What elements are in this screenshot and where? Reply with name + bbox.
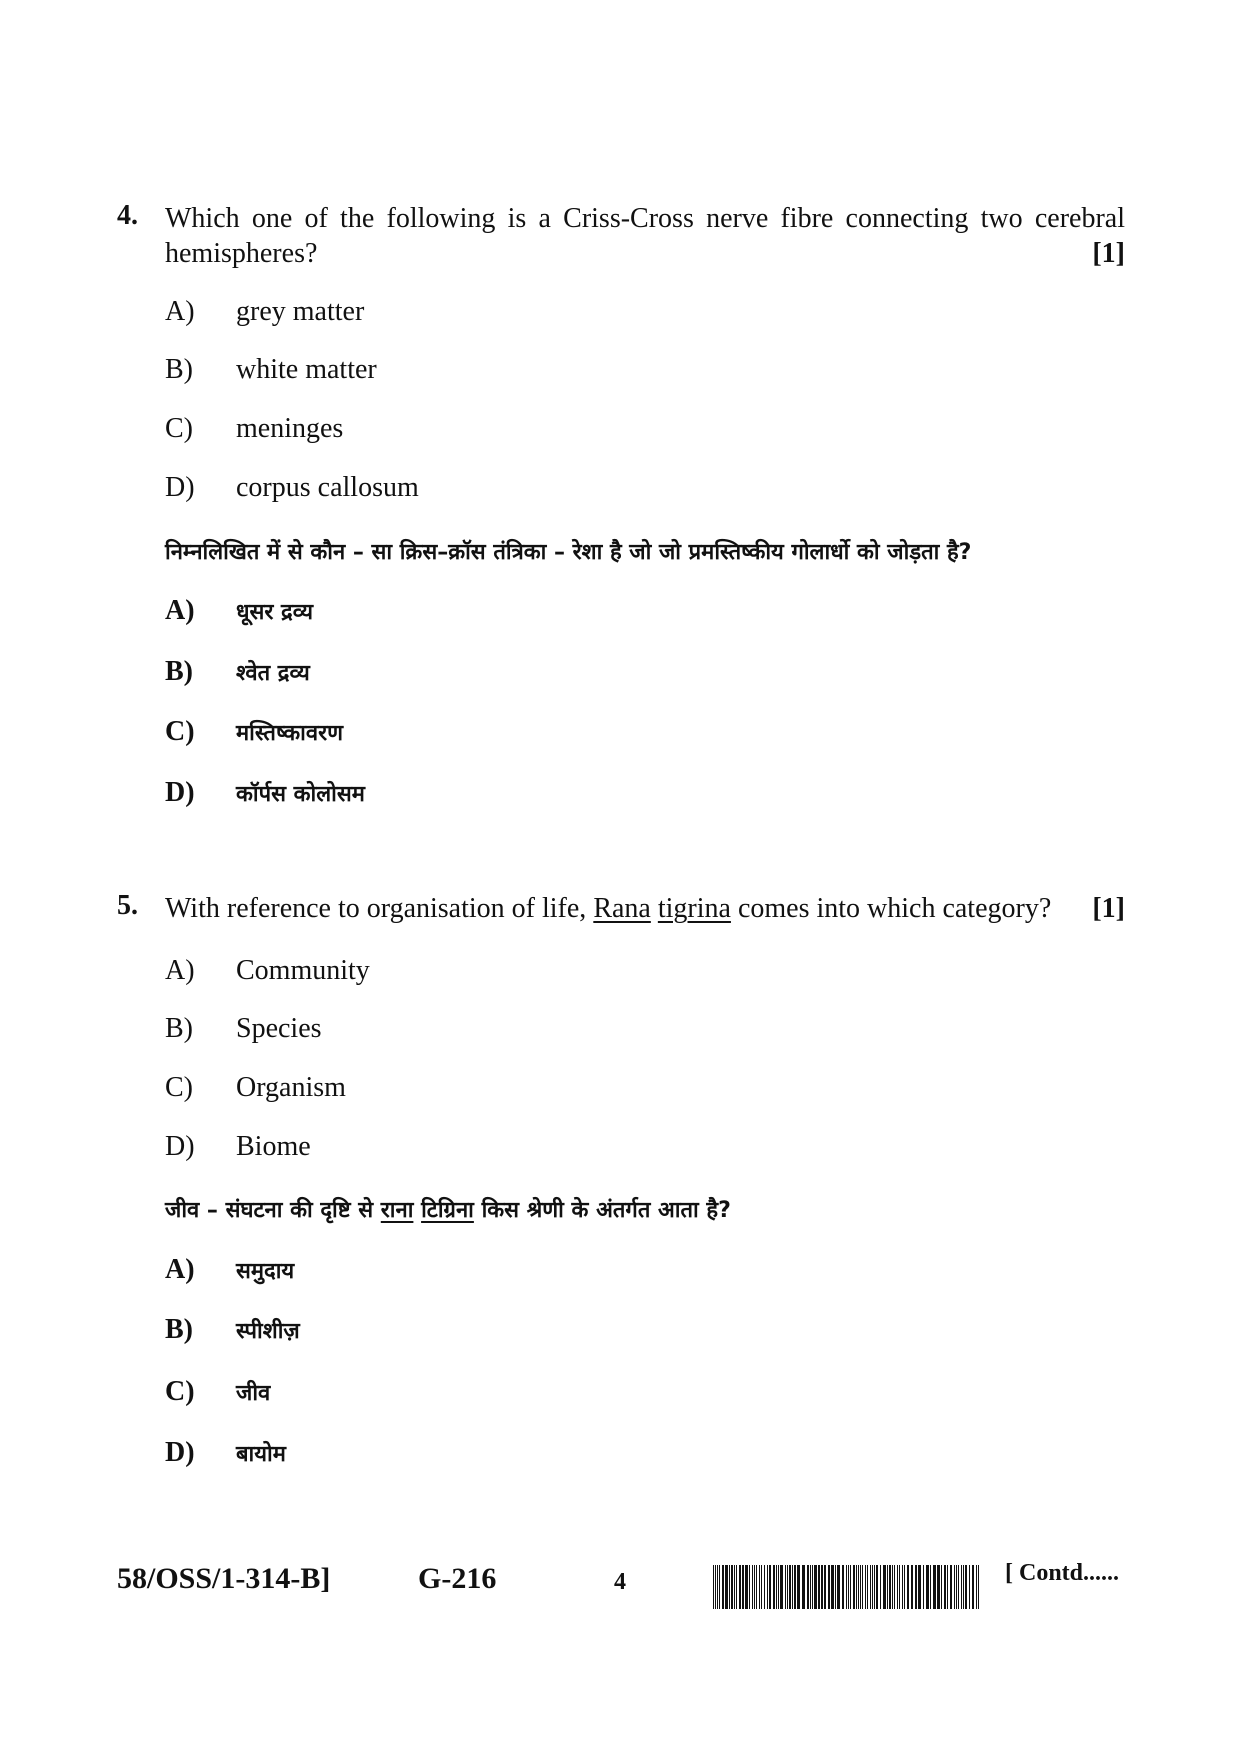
barcode-bar — [972, 1565, 974, 1609]
option-label: D) — [165, 1437, 195, 1468]
option-text: कॉर्पस कोलोसम — [236, 782, 365, 807]
barcode-bar — [876, 1565, 878, 1609]
barcode-bar — [858, 1565, 859, 1609]
option-text: मस्तिष्कावरण — [236, 721, 344, 746]
barcode-bar — [899, 1565, 900, 1609]
barcode-bar — [736, 1565, 737, 1609]
barcode-bar — [731, 1565, 733, 1609]
barcode-bar — [978, 1565, 979, 1609]
genus-name: Rana — [593, 893, 651, 924]
barcode-bar — [883, 1565, 886, 1609]
barcode-bar — [950, 1565, 952, 1609]
barcode-bar — [756, 1565, 757, 1609]
barcode-bar — [754, 1565, 755, 1609]
option-label: D) — [165, 1131, 195, 1162]
barcode-bar — [894, 1565, 895, 1609]
question-text-body: Which one of the following is a Criss-Cross nerve fibre connecting two cerebral hemispheres? — [165, 203, 1125, 269]
option-b-hindi — [165, 1312, 300, 1348]
barcode-bar — [828, 1565, 830, 1609]
option-label: C) — [165, 1072, 193, 1103]
barcode-bar — [846, 1565, 847, 1609]
barcode-bar — [715, 1565, 716, 1609]
option-text: समुदाय — [236, 1259, 295, 1284]
option-label: A) — [165, 595, 195, 626]
option-text: जीव — [236, 1381, 271, 1406]
barcode-bar — [776, 1565, 777, 1609]
barcode-bar — [930, 1565, 931, 1609]
barcode-bar — [742, 1565, 744, 1609]
option-d — [165, 470, 419, 506]
option-label: C) — [165, 413, 193, 444]
barcode-bar — [897, 1565, 898, 1609]
option-b — [165, 352, 377, 388]
option-text: Species — [236, 1013, 322, 1044]
barcode-bar — [759, 1565, 760, 1609]
option-label: D) — [165, 472, 195, 503]
barcode-bar — [956, 1565, 957, 1609]
option-d — [165, 1129, 311, 1165]
barcode-bar — [818, 1565, 820, 1609]
barcode-bar — [713, 1565, 714, 1609]
barcode-bar — [902, 1565, 903, 1609]
barcode-bar — [915, 1565, 917, 1609]
question-number: 5. — [117, 890, 138, 921]
barcode-bar — [717, 1565, 718, 1609]
question-text-after: comes into which category? — [737, 893, 1052, 924]
barcode-bar — [814, 1565, 817, 1609]
option-label: A) — [165, 955, 195, 986]
barcode-bar — [963, 1565, 964, 1609]
option-a-hindi — [165, 1252, 294, 1288]
option-b — [165, 1011, 322, 1047]
barcode-bar — [918, 1565, 921, 1609]
barcode-bar — [761, 1565, 762, 1609]
option-d-hindi — [165, 775, 365, 811]
option-text: Community — [236, 955, 370, 986]
page-number: 4 — [614, 1569, 626, 1595]
option-label: A) — [165, 296, 195, 327]
option-text: grey matter — [236, 296, 365, 327]
barcode-bar — [789, 1565, 791, 1609]
barcode-bar — [926, 1565, 929, 1609]
barcode-bar — [867, 1565, 868, 1609]
question-text-after: किस श्रेणी के अंतर्गत आता है? — [481, 1198, 731, 1223]
species-name: टिग्रिना — [421, 1198, 474, 1223]
barcode-bar — [769, 1565, 771, 1609]
barcode-bar — [961, 1565, 962, 1609]
barcode-bar — [947, 1565, 948, 1609]
option-text: स्पीशीज़ — [236, 1319, 300, 1344]
option-label: B) — [165, 354, 193, 385]
barcode-bar — [739, 1565, 741, 1609]
question-text — [165, 891, 1125, 926]
option-a-hindi — [165, 593, 313, 629]
species-name: tigrina — [657, 893, 731, 924]
barcode-bar — [725, 1565, 728, 1609]
barcode-bar — [824, 1565, 826, 1609]
barcode-bar — [778, 1565, 779, 1609]
barcode — [713, 1565, 983, 1609]
barcode-bar — [911, 1565, 913, 1609]
barcode-bar — [889, 1565, 891, 1609]
barcode-bar — [745, 1565, 748, 1609]
option-b-hindi — [165, 654, 310, 690]
option-c — [165, 411, 343, 447]
question-marks: [1] — [1092, 893, 1125, 924]
question-text-before: With reference to organisation of life, — [165, 893, 587, 924]
option-text: बायोम — [236, 1442, 286, 1467]
barcode-bar — [887, 1565, 888, 1609]
barcode-bar — [722, 1565, 724, 1609]
option-label: A) — [165, 1254, 195, 1285]
option-label: D) — [165, 777, 195, 808]
barcode-bar — [904, 1565, 905, 1609]
barcode-bar — [850, 1565, 851, 1609]
paper-code: 58/OSS/1-314-B] — [117, 1562, 331, 1595]
barcode-bar — [969, 1565, 970, 1609]
barcode-bar — [865, 1565, 866, 1609]
option-label: C) — [165, 1376, 195, 1407]
option-c-hindi — [165, 714, 343, 750]
barcode-bar — [810, 1565, 811, 1609]
barcode-bar — [792, 1565, 793, 1609]
barcode-bar — [923, 1565, 924, 1609]
question-text-hindi — [165, 1193, 1125, 1228]
option-text: white matter — [236, 354, 377, 385]
barcode-bar — [729, 1565, 730, 1609]
barcode-bar — [954, 1565, 955, 1609]
question-text-before: जीव – संघटना की दृष्टि से — [165, 1198, 374, 1223]
barcode-bar — [856, 1565, 857, 1609]
barcode-bar — [976, 1565, 977, 1609]
barcode-bar — [880, 1565, 881, 1609]
barcode-bar — [752, 1565, 753, 1609]
question-text — [165, 201, 1125, 271]
option-a — [165, 294, 364, 330]
option-c-hindi — [165, 1374, 270, 1410]
option-text: Biome — [236, 1131, 311, 1162]
question-text-hindi: निम्नलिखित में से कौन – सा क्रिस–क्रॉस तंत्रिका – रेशा है जो जो प्रमस्तिष्कीय गोलार्धो को जोड़ता है? — [165, 540, 972, 565]
barcode-bar — [870, 1565, 871, 1609]
option-a — [165, 953, 370, 989]
option-c — [165, 1070, 346, 1106]
barcode-bar — [933, 1565, 936, 1609]
barcode-bar — [749, 1565, 750, 1609]
question-number: 4. — [117, 200, 138, 231]
option-text: Organism — [236, 1072, 346, 1103]
barcode-bar — [821, 1565, 823, 1609]
barcode-bar — [941, 1565, 942, 1609]
barcode-bar — [773, 1565, 775, 1609]
barcode-bar — [907, 1565, 909, 1609]
barcode-bar — [719, 1565, 720, 1609]
option-label: B) — [165, 1314, 193, 1345]
continued-label: [ Contd...... — [1005, 1560, 1120, 1586]
barcode-bar — [862, 1565, 863, 1609]
barcode-bar — [860, 1565, 861, 1609]
barcode-bar — [944, 1565, 946, 1609]
option-text: श्वेत द्रव्य — [236, 661, 310, 686]
barcode-bar — [767, 1565, 768, 1609]
option-label: C) — [165, 716, 195, 747]
barcode-bar — [802, 1565, 805, 1609]
barcode-bar — [780, 1565, 783, 1609]
option-text: meninges — [236, 413, 344, 444]
barcode-bar — [835, 1565, 836, 1609]
option-text: corpus callosum — [236, 472, 419, 503]
barcode-bar — [853, 1565, 855, 1609]
barcode-bar — [797, 1565, 800, 1609]
barcode-bar — [807, 1565, 809, 1609]
series-code: G-216 — [418, 1562, 497, 1595]
barcode-bar — [785, 1565, 786, 1609]
barcode-bar — [842, 1565, 844, 1609]
barcode-bar — [965, 1565, 967, 1609]
barcode-bar — [937, 1565, 940, 1609]
question-marks: [1] — [1092, 238, 1125, 269]
barcode-bar — [787, 1565, 788, 1609]
option-label: B) — [165, 656, 193, 687]
genus-name: राना — [380, 1198, 414, 1223]
option-label: B) — [165, 1013, 193, 1044]
barcode-bar — [874, 1565, 875, 1609]
barcode-bar — [872, 1565, 873, 1609]
barcode-bar — [892, 1565, 893, 1609]
barcode-bar — [837, 1565, 840, 1609]
barcode-bar — [812, 1565, 813, 1609]
option-text: धूसर द्रव्य — [236, 600, 314, 625]
barcode-bar — [794, 1565, 796, 1609]
barcode-bar — [764, 1565, 765, 1609]
option-d-hindi — [165, 1435, 286, 1471]
barcode-bar — [831, 1565, 834, 1609]
barcode-bar — [958, 1565, 959, 1609]
barcode-bar — [734, 1565, 735, 1609]
barcode-bar — [848, 1565, 849, 1609]
